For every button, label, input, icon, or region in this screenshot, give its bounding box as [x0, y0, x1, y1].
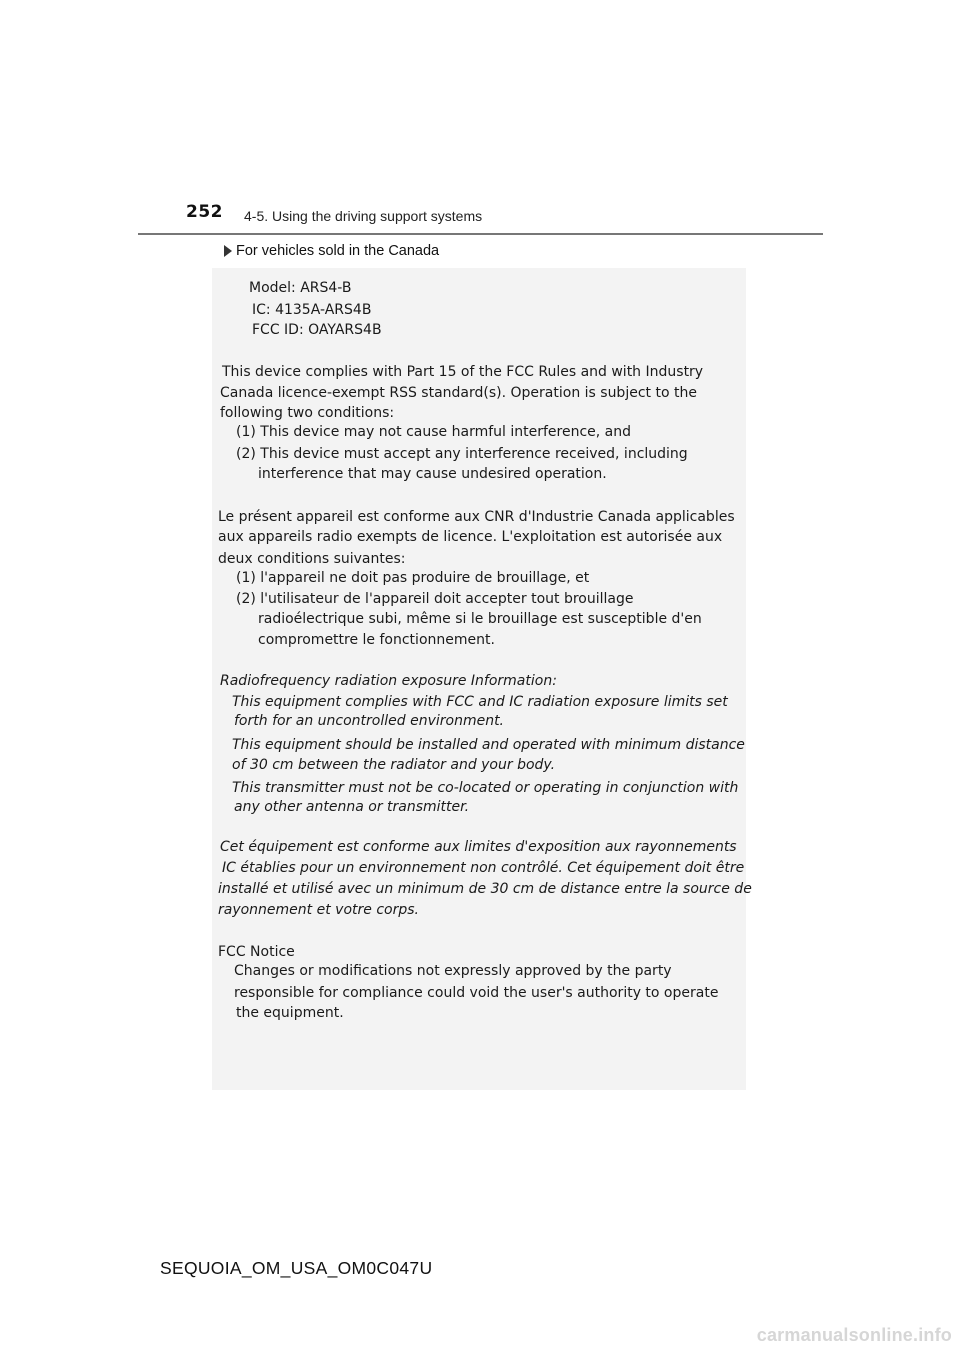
rf-en-line: of 30 cm between the radiator and your body. [232, 757, 556, 773]
subheading-text: For vehicles sold in the Canada [236, 243, 440, 259]
watermark: carmanualsonline.info [756, 1325, 952, 1345]
compliance-fr-line: radioélectrique subi, même si le brouillage est susceptible d'en [258, 611, 702, 627]
page-number: 252 [186, 202, 223, 222]
section-title: 4-5. Using the driving support systems [244, 208, 483, 224]
compliance-en-line: following two conditions: [220, 405, 395, 421]
rf-fr-line: IC établies pour un environnement non contrôlé. Cet équipement doit être [222, 860, 745, 876]
rf-en-line: This transmitter must not be co-located or operating in conjunction with [232, 780, 739, 796]
triangle-right-icon [224, 245, 232, 257]
rf-en-line: This equipment should be installed and operated with minimum distance [232, 737, 745, 753]
subheading [224, 243, 439, 259]
compliance-en-line: Canada licence-exempt RSS standard(s). Operation is subject to the [220, 385, 697, 401]
compliance-en-line: (2) This device must accept any interference received, including [236, 446, 688, 462]
compliance-en-line: interference that may cause undesired operation. [258, 466, 607, 482]
compliance-fr-line: compromettre le fonctionnement. [258, 632, 495, 648]
fcc-notice-line: Changes or modifications not expressly approved by the party [234, 963, 672, 979]
rf-en-line: This equipment complies with FCC and IC radiation exposure limits set [232, 694, 728, 710]
model-line: Model: ARS4-B [249, 280, 352, 296]
fcc-notice-title: FCC Notice [218, 944, 295, 960]
compliance-fr-line: (1) l'appareil ne doit pas produire de brouillage, et [236, 570, 590, 586]
header-divider [138, 233, 823, 235]
rf-en-line: any other antenna or transmitter. [234, 799, 470, 815]
rf-fr-line: Cet équipement est conforme aux limites d'exposition aux rayonnements [220, 839, 737, 855]
fcc-id-line: FCC ID: OAYARS4B [252, 322, 382, 338]
document-id: SEQUOIA_OM_USA_OM0C047U [160, 1258, 433, 1278]
regulatory-label-image [212, 268, 752, 1090]
compliance-en-line: (1) This device may not cause harmful interference, and [236, 424, 632, 440]
compliance-fr-line: deux conditions suivantes: [218, 551, 406, 567]
compliance-en-line: This device complies with Part 15 of the FCC Rules and with Industry [222, 364, 704, 380]
rf-en-line: forth for an uncontrolled environment. [234, 713, 505, 729]
compliance-fr-line: aux appareils radio exempts de licence. L'exploitation est autorisée aux [218, 529, 723, 545]
rf-fr-line: installé et utilisé avec un minimum de 30 cm de distance entre la source de [218, 881, 752, 897]
compliance-fr-line: Le présent appareil est conforme aux CNR d'Industrie Canada applicables [218, 509, 735, 525]
compliance-fr-line: (2) l'utilisateur de l'appareil doit accepter tout brouillage [236, 591, 634, 607]
ic-line: IC: 4135A-ARS4B [252, 302, 372, 318]
fcc-notice-line: the equipment. [236, 1005, 344, 1021]
rf-fr-line: rayonnement et votre corps. [218, 902, 419, 918]
rf-en-line: Radiofrequency radiation exposure Information: [220, 673, 557, 689]
fcc-notice-line: responsible for compliance could void the user's authority to operate [234, 985, 719, 1001]
